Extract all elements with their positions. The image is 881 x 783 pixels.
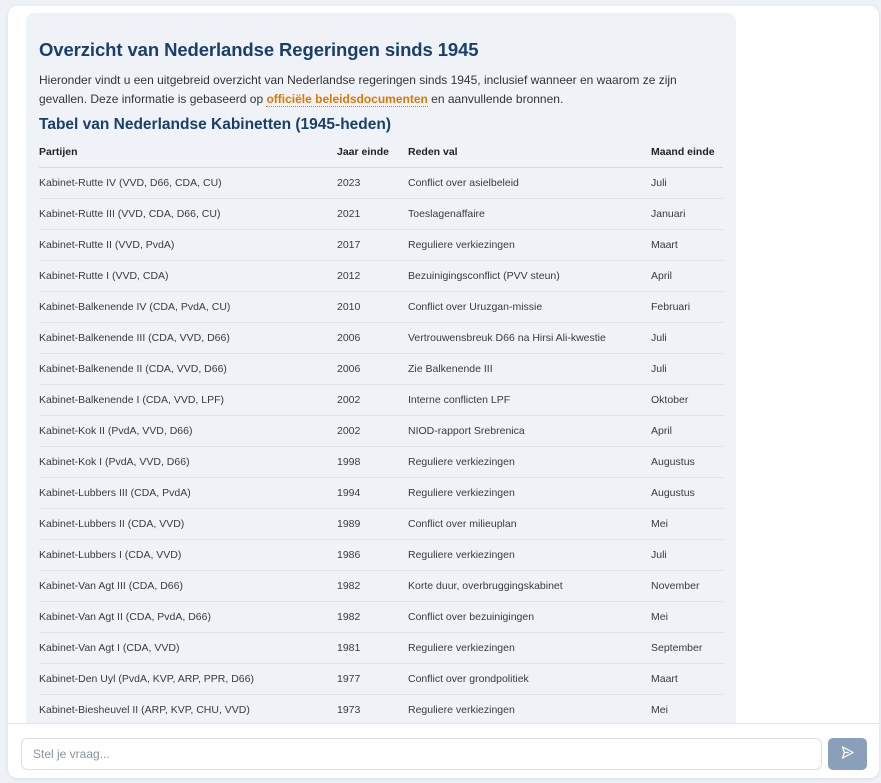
table-row	[39, 509, 723, 540]
cell-fall-reason: Vertrouwensbreuk D66 na Hirsi Ali-kwestie	[408, 323, 651, 354]
message-intro	[39, 71, 723, 109]
cell-end-month: Juli	[651, 323, 723, 354]
cell-end-year: 1994	[337, 478, 408, 509]
cell-parties: Kabinet-Rutte I (VVD, CDA)	[39, 261, 337, 292]
cell-fall-reason: Reguliere verkiezingen	[408, 230, 651, 261]
cell-parties: Kabinet-Biesheuvel II (ARP, KVP, CHU, VVD)	[39, 695, 337, 724]
cell-parties: Kabinet-Balkenende I (CDA, VVD, LPF)	[39, 385, 337, 416]
cell-end-year: 1982	[337, 571, 408, 602]
cell-parties: Kabinet-Den Uyl (PvdA, KVP, ARP, PPR, D66)	[39, 664, 337, 695]
cell-fall-reason: Conflict over bezuinigingen	[408, 602, 651, 633]
cell-end-year: 2012	[337, 261, 408, 292]
table-row	[39, 199, 723, 230]
header-fall-reason: Reden val	[408, 142, 651, 168]
cell-end-year: 2021	[337, 199, 408, 230]
send-button[interactable]	[828, 738, 867, 770]
table-row	[39, 571, 723, 602]
message-title: Overzicht van Nederlandse Regeringen sinds 1945	[39, 39, 479, 60]
cell-end-year: 2010	[337, 292, 408, 323]
table-row	[39, 664, 723, 695]
cell-fall-reason: Korte duur, overbruggingskabinet	[408, 571, 651, 602]
chat-input-bar	[8, 723, 879, 778]
header-parties: Partijen	[39, 142, 337, 168]
intro-text: Hieronder vindt u een uitgebreid overzicht van Nederlandse regeringen sinds 1945, inclusief wanneer en waarom ze zijn gevallen. Deze informatie is gebaseerd op	[39, 73, 677, 106]
cell-end-month: Maart	[651, 230, 723, 261]
cell-parties: Kabinet-Rutte IV (VVD, D66, CDA, CU)	[39, 168, 337, 199]
table-row	[39, 168, 723, 199]
cell-fall-reason: Reguliere verkiezingen	[408, 633, 651, 664]
cell-end-year: 2017	[337, 230, 408, 261]
cell-parties: Kabinet-Lubbers I (CDA, VVD)	[39, 540, 337, 571]
cell-end-month: September	[651, 633, 723, 664]
cell-fall-reason: Conflict over milieuplan	[408, 509, 651, 540]
table-row	[39, 633, 723, 664]
cell-parties: Kabinet-Van Agt II (CDA, PvdA, D66)	[39, 602, 337, 633]
cell-end-month: Juli	[651, 168, 723, 199]
cell-end-year: 1977	[337, 664, 408, 695]
cell-end-year: 1982	[337, 602, 408, 633]
cell-fall-reason: Interne conflicten LPF	[408, 385, 651, 416]
table-row	[39, 230, 723, 261]
table-row	[39, 602, 723, 633]
cell-end-month: Augustus	[651, 478, 723, 509]
cell-end-month: Juli	[651, 540, 723, 571]
cell-end-month: Januari	[651, 199, 723, 230]
table-row	[39, 385, 723, 416]
cell-fall-reason: Reguliere verkiezingen	[408, 695, 651, 724]
cell-fall-reason: NIOD-rapport Srebrenica	[408, 416, 651, 447]
cell-fall-reason: Conflict over grondpolitiek	[408, 664, 651, 695]
table-row	[39, 695, 723, 724]
cell-fall-reason: Reguliere verkiezingen	[408, 478, 651, 509]
cell-end-year: 2023	[337, 168, 408, 199]
table-row	[39, 416, 723, 447]
cell-end-month: Mei	[651, 509, 723, 540]
cell-parties: Kabinet-Balkenende III (CDA, VVD, D66)	[39, 323, 337, 354]
policy-documents-link[interactable]: officiële beleidsdocumenten	[266, 92, 428, 106]
table-row	[39, 292, 723, 323]
cell-fall-reason: Zie Balkenende III	[408, 354, 651, 385]
cell-parties: Kabinet-Rutte II (VVD, PvdA)	[39, 230, 337, 261]
cell-end-month: April	[651, 261, 723, 292]
table-row	[39, 354, 723, 385]
cell-end-year: 2002	[337, 385, 408, 416]
cell-end-year: 1998	[337, 447, 408, 478]
cell-parties: Kabinet-Balkenende II (CDA, VVD, D66)	[39, 354, 337, 385]
table-row	[39, 540, 723, 571]
cell-end-month: April	[651, 416, 723, 447]
header-end-year: Jaar einde	[337, 142, 408, 168]
question-input[interactable]	[21, 738, 822, 770]
cell-parties: Kabinet-Balkenende IV (CDA, PvdA, CU)	[39, 292, 337, 323]
table-header-row	[39, 142, 723, 168]
intro-text-end: en aanvullende bronnen.	[427, 92, 564, 106]
cell-end-month: Mei	[651, 695, 723, 724]
cell-end-year: 1989	[337, 509, 408, 540]
chat-window	[8, 6, 879, 778]
cell-parties: Kabinet-Lubbers III (CDA, PvdA)	[39, 478, 337, 509]
cell-end-year: 1973	[337, 695, 408, 724]
cell-end-month: Oktober	[651, 385, 723, 416]
cell-parties: Kabinet-Lubbers II (CDA, VVD)	[39, 509, 337, 540]
table-row	[39, 478, 723, 509]
table-row	[39, 323, 723, 354]
cabinets-table	[39, 142, 723, 723]
cell-end-year: 2006	[337, 354, 408, 385]
cell-parties: Kabinet-Kok II (PvdA, VVD, D66)	[39, 416, 337, 447]
assistant-message	[26, 13, 736, 723]
cell-end-month: Maart	[651, 664, 723, 695]
cell-end-month: November	[651, 571, 723, 602]
table-row	[39, 447, 723, 478]
cell-end-year: 1981	[337, 633, 408, 664]
cell-end-month: Juli	[651, 354, 723, 385]
cell-end-month: Mei	[651, 602, 723, 633]
send-icon	[840, 745, 855, 763]
header-end-month: Maand einde	[651, 142, 723, 168]
cell-end-year: 1986	[337, 540, 408, 571]
table-title: Tabel van Nederlandse Kabinetten (1945-heden)	[39, 116, 392, 133]
table-row	[39, 261, 723, 292]
cell-fall-reason: Reguliere verkiezingen	[408, 447, 651, 478]
cell-parties: Kabinet-Rutte III (VVD, CDA, D66, CU)	[39, 199, 337, 230]
cell-end-month: Februari	[651, 292, 723, 323]
cell-end-month: Augustus	[651, 447, 723, 478]
cell-parties: Kabinet-Van Agt III (CDA, D66)	[39, 571, 337, 602]
cell-end-year: 2002	[337, 416, 408, 447]
cell-fall-reason: Conflict over asielbeleid	[408, 168, 651, 199]
cell-fall-reason: Conflict over Uruzgan-missie	[408, 292, 651, 323]
cell-end-year: 2006	[337, 323, 408, 354]
cell-parties: Kabinet-Van Agt I (CDA, VVD)	[39, 633, 337, 664]
cell-fall-reason: Bezuinigingsconflict (PVV steun)	[408, 261, 651, 292]
cell-parties: Kabinet-Kok I (PvdA, VVD, D66)	[39, 447, 337, 478]
cell-fall-reason: Reguliere verkiezingen	[408, 540, 651, 571]
chat-messages-area[interactable]	[8, 6, 879, 723]
cell-fall-reason: Toeslagenaffaire	[408, 199, 651, 230]
